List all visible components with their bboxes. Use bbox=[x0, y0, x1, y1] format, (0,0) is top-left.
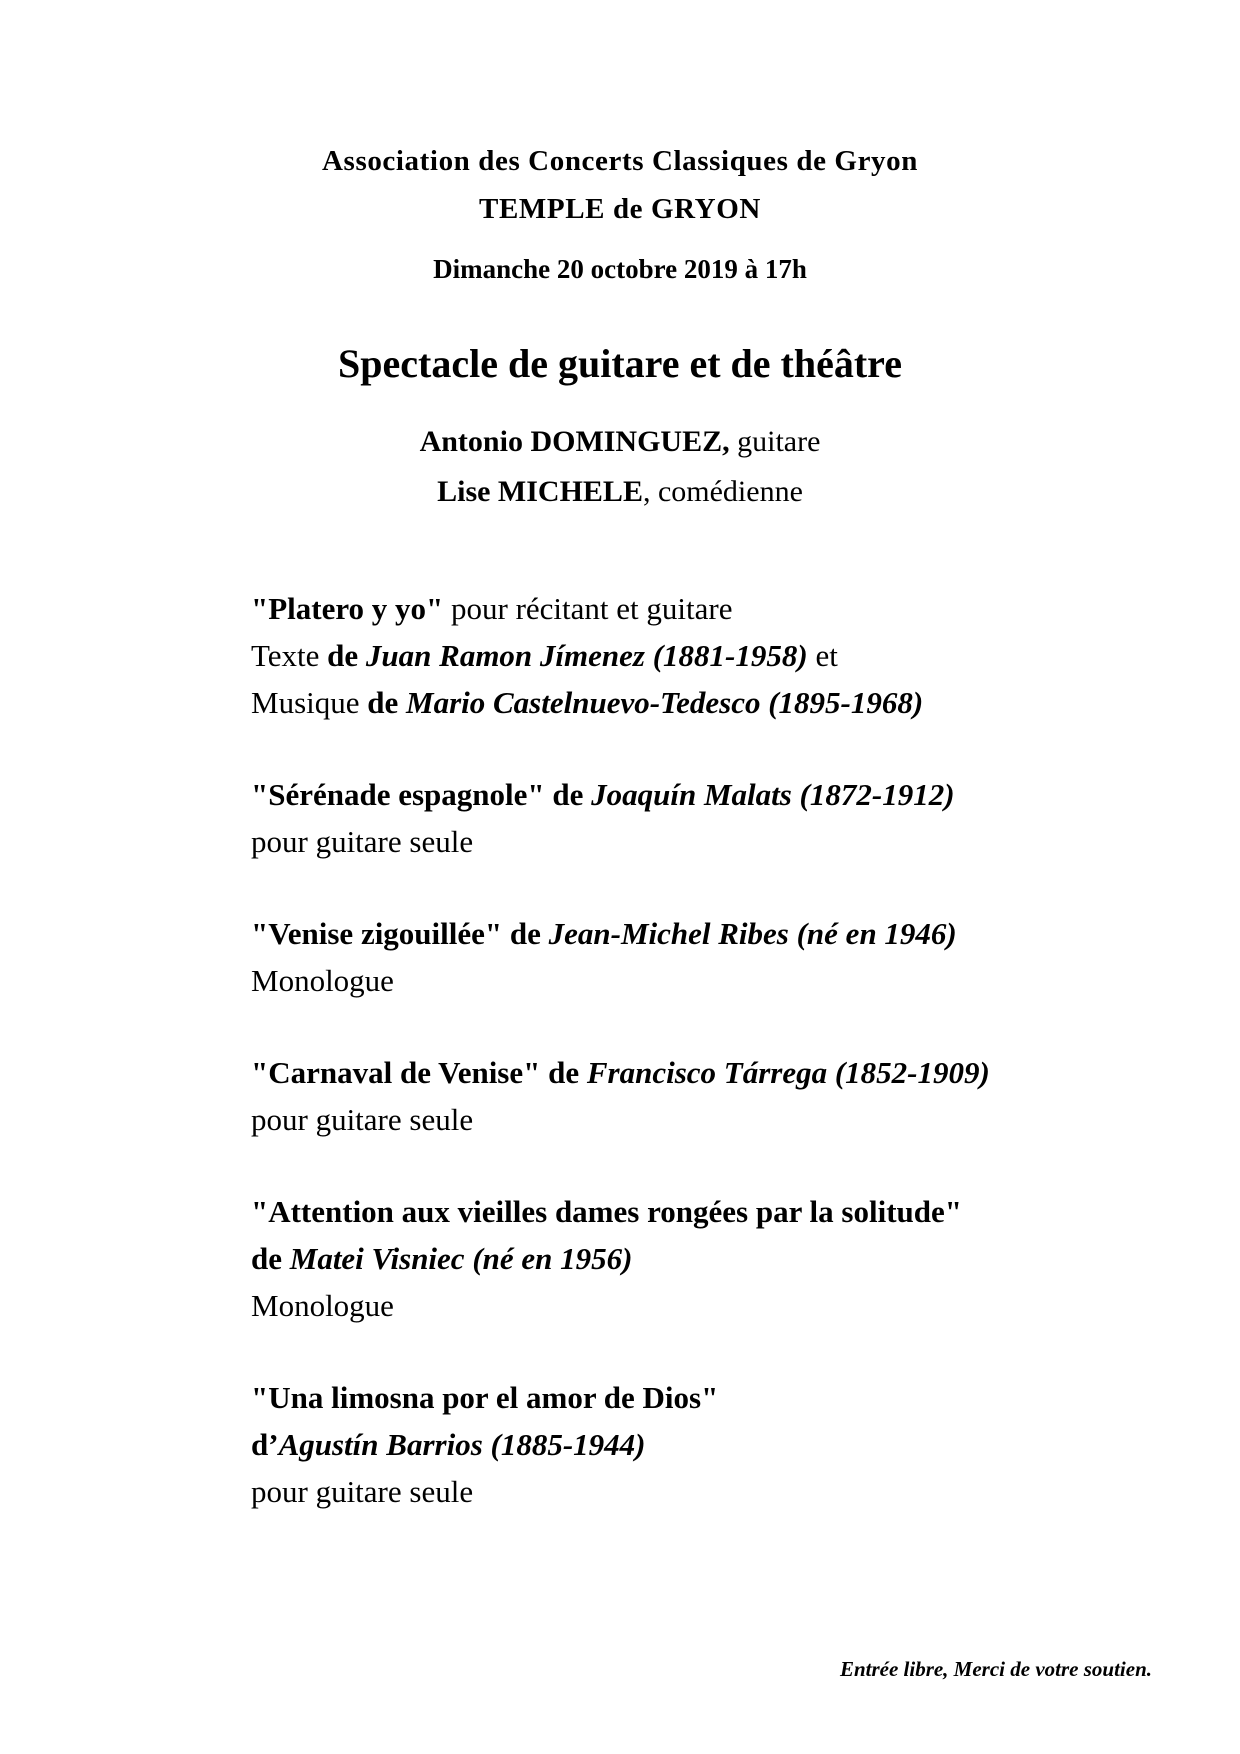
performer-role: guitare bbox=[729, 425, 821, 458]
work-title: "Venise zigouillée" de bbox=[251, 916, 549, 951]
program-list bbox=[251, 585, 990, 1560]
performer-name: Lise MICHELE bbox=[437, 475, 643, 508]
event-date: Dimanche 20 octobre 2019 à 17h bbox=[433, 254, 807, 284]
work-description: pour guitare seule bbox=[251, 1474, 474, 1509]
performer-actress bbox=[0, 475, 1240, 509]
program-item bbox=[251, 1049, 990, 1143]
composer-name: Joaquín Malats (1872-1912) bbox=[591, 777, 955, 812]
performer-role: , comédienne bbox=[642, 475, 803, 508]
de-word: de bbox=[327, 638, 366, 673]
author-name: Jean-Michel Ribes (né en 1946) bbox=[548, 916, 957, 951]
footer-note: Entrée libre, Merci de votre soutien. bbox=[839, 1657, 1152, 1681]
author-name: Juan Ramon Jímenez (1881-1958) bbox=[365, 638, 808, 673]
work-description: pour récitant et guitare bbox=[443, 591, 733, 626]
de-word: de bbox=[251, 1241, 290, 1276]
work-description: pour guitare seule bbox=[251, 1102, 474, 1137]
composer-name: Mario Castelnuevo-Tedesco (1895-1968) bbox=[406, 685, 924, 720]
program-item bbox=[251, 585, 990, 726]
venue-name: TEMPLE de GRYON bbox=[479, 193, 761, 225]
composer-name: Agustín Barrios (1885-1944) bbox=[278, 1427, 646, 1462]
work-title: "Una limosna por el amor de Dios" bbox=[251, 1380, 719, 1415]
work-title: "Carnaval de Venise" de bbox=[251, 1055, 587, 1090]
work-description: pour guitare seule bbox=[251, 824, 474, 859]
program-item bbox=[251, 771, 990, 865]
work-title: "Sérénade espagnole" de bbox=[251, 777, 592, 812]
page-title: Spectacle de guitare et de théâtre bbox=[338, 341, 902, 386]
text-label: Texte bbox=[251, 638, 328, 673]
work-description: Monologue bbox=[251, 963, 394, 998]
performer-name: Antonio DOMINGUEZ, bbox=[419, 425, 730, 458]
program-item bbox=[251, 1188, 990, 1329]
author-name: Matei Visniec (né en 1956) bbox=[289, 1241, 633, 1276]
music-label: Musique bbox=[251, 685, 368, 720]
program-item bbox=[251, 910, 990, 1004]
work-description: Monologue bbox=[251, 1288, 394, 1323]
de-word: de bbox=[367, 685, 406, 720]
work-title: "Platero y yo" bbox=[251, 591, 444, 626]
performer-guitarist bbox=[0, 425, 1240, 459]
composer-name: Francisco Tárrega (1852-1909) bbox=[586, 1055, 990, 1090]
de-word: d’ bbox=[251, 1427, 279, 1462]
program-item bbox=[251, 1374, 990, 1515]
conjunction: et bbox=[807, 638, 838, 673]
work-title: "Attention aux vieilles dames rongées par la solitude" bbox=[251, 1194, 962, 1229]
association-name: Association des Concerts Classiques de Gryon bbox=[322, 145, 918, 177]
